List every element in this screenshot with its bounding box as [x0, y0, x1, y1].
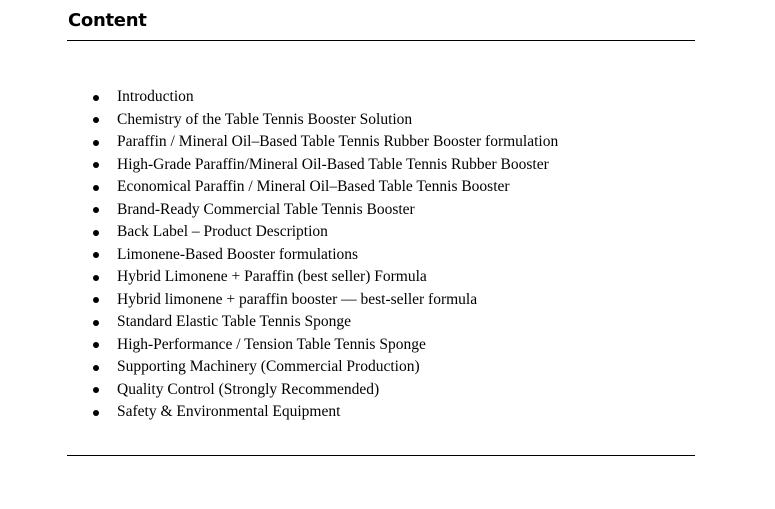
bullet-icon	[93, 140, 99, 146]
bullet-icon	[93, 117, 99, 123]
bullet-icon	[93, 230, 99, 236]
bullet-icon	[93, 387, 99, 393]
list-item-label: Hybrid Limonene + Paraffin (best seller) Formula	[117, 268, 427, 285]
bullet-icon	[93, 297, 99, 303]
bullet-icon	[93, 275, 99, 281]
list-item	[93, 154, 558, 177]
list-item-label: Back Label – Product Description	[117, 223, 328, 240]
contents-list	[93, 86, 558, 424]
list-item	[93, 244, 558, 267]
bullet-icon	[93, 410, 99, 416]
list-item	[93, 221, 558, 244]
bullet-icon	[93, 207, 99, 213]
list-item-label: Economical Paraffin / Mineral Oil–Based Table Tennis Booster	[117, 178, 510, 195]
top-divider	[67, 40, 695, 41]
list-item	[93, 356, 558, 379]
list-item-label: Limonene-Based Booster formulations	[117, 245, 359, 263]
bullet-icon	[93, 95, 99, 101]
list-item-label: Supporting Machinery (Commercial Production)	[117, 358, 420, 375]
list-item	[93, 109, 558, 132]
bullet-icon	[93, 365, 99, 371]
list-item-label: Standard Elastic Table Tennis Sponge	[117, 313, 352, 330]
list-item-label: Paraffin / Mineral Oil–Based Table Tennis Rubber Booster formulation	[117, 133, 559, 150]
list-item	[93, 311, 558, 334]
list-item-label: High-Grade Paraffin/Mineral Oil-Based Table Tennis Rubber Booster	[117, 155, 549, 173]
bullet-icon	[93, 252, 99, 258]
list-item-label: Safety & Environmental Equipment	[117, 403, 341, 420]
list-item	[93, 131, 558, 154]
bullet-icon	[93, 162, 99, 168]
page-title: Content	[68, 10, 147, 31]
list-item-label: Hybrid limonene + paraffin booster — best-seller formula	[117, 290, 478, 308]
list-item-label: Brand-Ready Commercial Table Tennis Booster	[117, 200, 415, 218]
list-item-label: Quality Control (Strongly Recommended)	[117, 380, 380, 398]
bullet-icon	[93, 342, 99, 348]
list-item	[93, 289, 558, 312]
list-item	[93, 334, 558, 357]
list-item	[93, 199, 558, 222]
list-item-label: High-Performance / Tension Table Tennis Sponge	[117, 335, 426, 353]
bullet-icon	[93, 185, 99, 191]
list-item	[93, 266, 558, 289]
list-item	[93, 379, 558, 402]
bullet-icon	[93, 320, 99, 326]
list-item	[93, 176, 558, 199]
list-item-label: Introduction	[117, 88, 194, 105]
list-item	[93, 86, 558, 109]
list-item-label: Chemistry of the Table Tennis Booster Solution	[117, 110, 413, 128]
bottom-divider	[67, 455, 695, 456]
list-item	[93, 401, 558, 424]
